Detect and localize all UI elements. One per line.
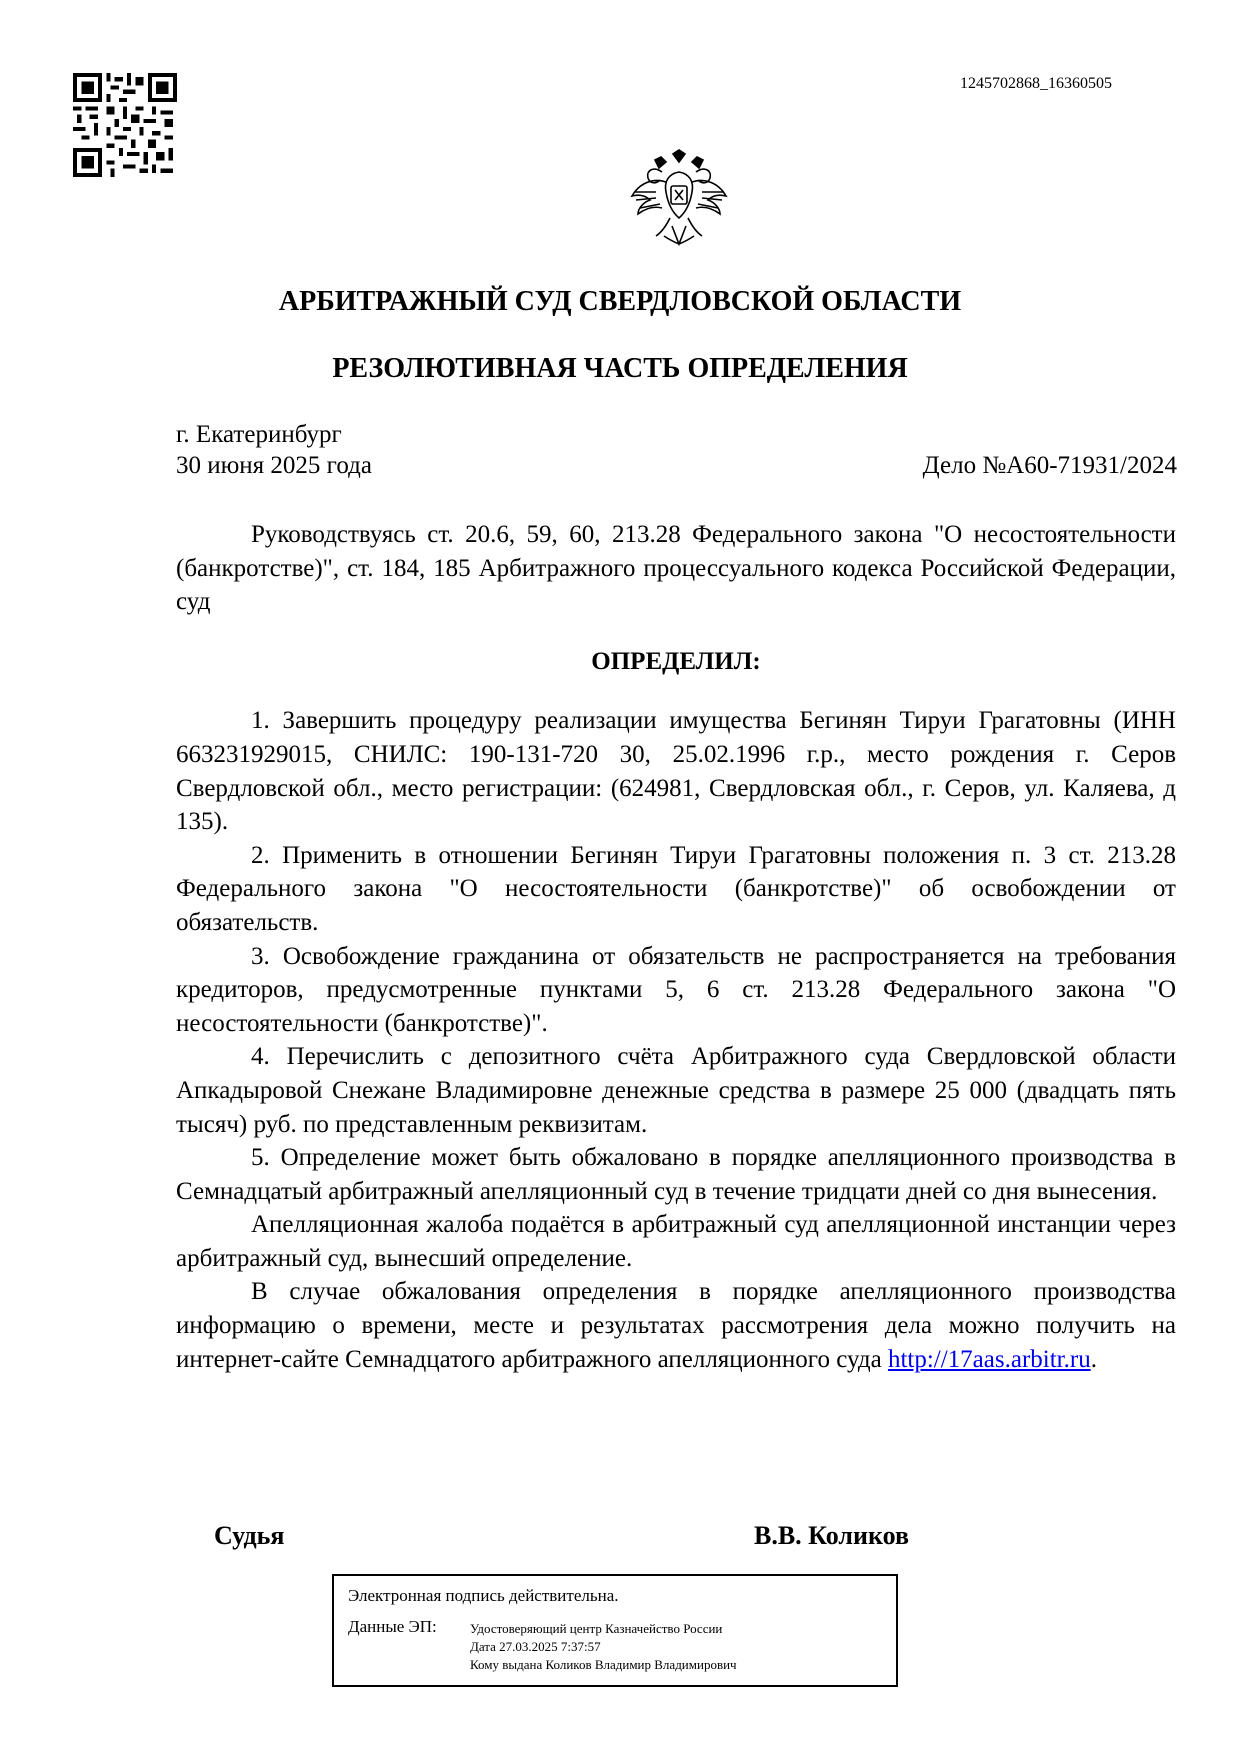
preamble-paragraph: Руководствуясь ст. 20.6, 59, 60, 213.28 Федерального закона "О несостоятельности (банкротстве)", ст. 184, 185 Арбитражного процессуального кодекса Российской Федерации, суд — [176, 521, 1176, 616]
signature-date: Дата 27.03.2025 7:37:57 — [470, 1639, 601, 1654]
judge-name: В.В. Коликов — [754, 1521, 909, 1550]
court-website-link[interactable]: http://17aas.arbitr.ru — [887, 1345, 1091, 1373]
signature-issued-to: Кому выдана Коликов Владимир Владимирович — [470, 1657, 737, 1672]
appeal-procedure-paragraph: Апелляционная жалоба подаётся в арбитражный суд апелляционной инстанции через арбитражный суд, вынесший определение. — [176, 1211, 1176, 1272]
judge-title: Судья — [214, 1521, 285, 1550]
signature-data-label: Данные ЭП: — [348, 1617, 437, 1636]
document-body — [176, 518, 1176, 1376]
appeal-info-paragraph — [176, 1275, 1176, 1376]
signature-status: Электронная подпись действительна. — [348, 1586, 619, 1605]
ruling-item-2: 2. Применить в отношении Бегинян Тируи Грагатовны положения п. 3 ст. 213.28 Федерального закона "О несостоятельности (банкротстве)" об освобождении от обязательств. — [176, 841, 1176, 936]
ruling-item-5: 5. Определение может быть обжаловано в порядке апелляционного производства в Семнадцатый арбитражный апелляционный суд в течение тридцати дней со дня вынесения. — [176, 1144, 1176, 1205]
issue-place: г. Екатеринбург — [176, 421, 342, 448]
court-name: АРБИТРАЖНЫЙ СУД СВЕРДЛОВСКОЙ ОБЛАСТИ — [278, 286, 962, 317]
appeal-info-end: . — [1090, 1345, 1097, 1373]
qr-code-icon — [73, 73, 177, 177]
appeal-info-text: В случае обжалования определения в порядке апелляционного производства информацию о времени, месте и результатах рассмотрения дела можно получить на интернет-сайте Семнадцатого арбитражного апелляционного суда — [176, 1278, 1176, 1373]
issue-date: 30 июня 2025 года — [176, 452, 372, 479]
russian-coat-of-arms-icon — [626, 148, 732, 248]
document-type-title: РЕЗОЛЮТИВНАЯ ЧАСТЬ ОПРЕДЕЛЕНИЯ — [332, 353, 908, 384]
ruling-item-4: 4. Перечислить с депозитного счёта Арбитражного суда Свердловской области Апкадыровой Снежане Владимировне денежные средства в размере 25 000 (двадцать пять тысяч) руб. по представленным реквизитам. — [176, 1043, 1176, 1138]
signature-issuer: Удостоверяющий центр Казначейство России — [470, 1621, 723, 1636]
document-id: 1245702868_16360505 — [960, 75, 1112, 92]
decided-heading: ОПРЕДЕЛИЛ: — [591, 647, 761, 675]
signature-details — [470, 1620, 737, 1674]
case-number: Дело №А60-71931/2024 — [922, 452, 1177, 479]
ruling-item-3: 3. Освобождение гражданина от обязательств не распространяется на требования кредиторов, предусмотренные пунктами 5, 6 ст. 213.28 Федерального закона "О несостоятельности (банкротстве)". — [176, 942, 1176, 1037]
electronic-signature-box — [332, 1574, 898, 1687]
ruling-item-1: 1. Завершить процедуру реализации имущества Бегинян Тируи Грагатовны (ИНН 663231929015, СНИЛС: 190-131-720 30, 25.02.1996 г.р., место рождения г. Серов Свердловской обл., место регистрации: (624981, Свердловская обл., г. Серов, ул. Каляева, д 135). — [176, 707, 1176, 836]
